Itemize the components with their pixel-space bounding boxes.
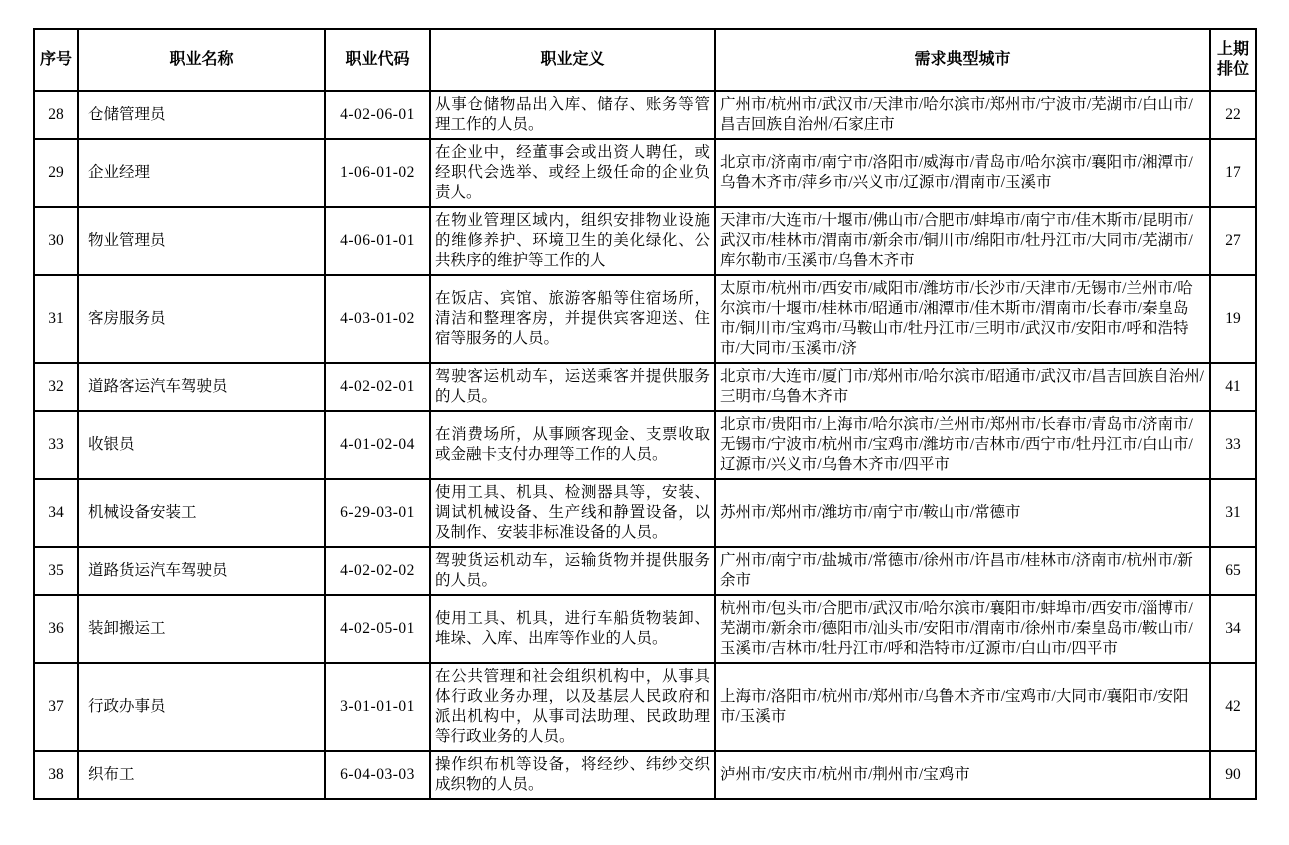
- cell-definition: 从事仓储物品出入库、储存、账务等管理工作的人员。: [430, 91, 715, 139]
- cell-occupation-name: 装卸搬运工: [78, 595, 325, 663]
- header-definition: 职业定义: [430, 29, 715, 91]
- cell-definition: 操作织布机等设备，将经纱、纬纱交织成织物的人员。: [430, 751, 715, 799]
- header-occupation-name: 职业名称: [78, 29, 325, 91]
- cell-cities: 太原市/杭州市/西安市/咸阳市/潍坊市/长沙市/天津市/无锡市/兰州市/哈尔滨市/十堰市/桂林市/昭通市/湘潭市/佳木斯市/渭南市/长春市/秦皇岛市/铜川市/宝鸡市/马鞍山市/牡丹江市/三明市/武汉市/安阳市/呼和浩特市/大同市/玉溪市/济: [715, 275, 1210, 363]
- table-header: [34, 29, 1256, 91]
- cell-prev-rank: 33: [1210, 411, 1256, 479]
- cell-prev-rank: 31: [1210, 479, 1256, 547]
- cell-occupation-code: 4-02-02-02: [325, 547, 430, 595]
- table-row: [34, 547, 1256, 595]
- cell-occupation-code: 4-02-05-01: [325, 595, 430, 663]
- cell-cities: 北京市/济南市/南宁市/洛阳市/威海市/青岛市/哈尔滨市/襄阳市/湘潭市/乌鲁木齐市/萍乡市/兴义市/辽源市/渭南市/玉溪市: [715, 139, 1210, 207]
- cell-cities: 上海市/洛阳市/杭州市/郑州市/乌鲁木齐市/宝鸡市/大同市/襄阳市/安阳市/玉溪市: [715, 663, 1210, 751]
- cell-cities: 广州市/杭州市/武汉市/天津市/哈尔滨市/郑州市/宁波市/芜湖市/白山市/昌吉回族自治州/石家庄市: [715, 91, 1210, 139]
- cell-occupation-code: 3-01-01-01: [325, 663, 430, 751]
- cell-prev-rank: 22: [1210, 91, 1256, 139]
- cell-occupation-name: 机械设备安装工: [78, 479, 325, 547]
- cell-prev-rank: 27: [1210, 207, 1256, 275]
- cell-occupation-code: 1-06-01-02: [325, 139, 430, 207]
- cell-cities: 北京市/贵阳市/上海市/哈尔滨市/兰州市/郑州市/长春市/青岛市/济南市/无锡市/宁波市/杭州市/宝鸡市/潍坊市/吉林市/西宁市/牡丹江市/白山市/辽源市/兴义市/乌鲁木齐市/四平市: [715, 411, 1210, 479]
- cell-prev-rank: 19: [1210, 275, 1256, 363]
- cell-definition: 使用工具、机具，进行车船货物装卸、堆垛、入库、出库等作业的人员。: [430, 595, 715, 663]
- table-row: [34, 363, 1256, 411]
- table-row: [34, 139, 1256, 207]
- cell-occupation-code: 6-04-03-03: [325, 751, 430, 799]
- cell-seq: 31: [34, 275, 78, 363]
- cell-occupation-code: 4-03-01-02: [325, 275, 430, 363]
- cell-occupation-code: 4-01-02-04: [325, 411, 430, 479]
- cell-occupation-name: 物业管理员: [78, 207, 325, 275]
- cell-occupation-name: 道路货运汽车驾驶员: [78, 547, 325, 595]
- cell-seq: 38: [34, 751, 78, 799]
- cell-occupation-name: 客房服务员: [78, 275, 325, 363]
- cell-cities: 天津市/大连市/十堰市/佛山市/合肥市/蚌埠市/南宁市/佳木斯市/昆明市/武汉市/桂林市/渭南市/新余市/铜川市/绵阳市/牡丹江市/大同市/芜湖市/库尔勒市/玉溪市/乌鲁木齐市: [715, 207, 1210, 275]
- header-prev-rank: 上期排位: [1210, 29, 1256, 91]
- cell-seq: 30: [34, 207, 78, 275]
- header-cities: 需求典型城市: [715, 29, 1210, 91]
- cell-prev-rank: 42: [1210, 663, 1256, 751]
- cell-prev-rank: 90: [1210, 751, 1256, 799]
- cell-occupation-code: 4-06-01-01: [325, 207, 430, 275]
- cell-occupation-name: 企业经理: [78, 139, 325, 207]
- cell-definition: 在饭店、宾馆、旅游客船等住宿场所，清洁和整理客房，并提供宾客迎送、住宿等服务的人员。: [430, 275, 715, 363]
- cell-occupation-code: 6-29-03-01: [325, 479, 430, 547]
- table-body: [34, 91, 1256, 799]
- table-row: [34, 479, 1256, 547]
- cell-prev-rank: 17: [1210, 139, 1256, 207]
- header-row: [34, 29, 1256, 91]
- occupation-ranking-table: [33, 28, 1257, 800]
- cell-seq: 34: [34, 479, 78, 547]
- cell-seq: 29: [34, 139, 78, 207]
- cell-occupation-code: 4-02-02-01: [325, 363, 430, 411]
- cell-cities: 泸州市/安庆市/杭州市/荆州市/宝鸡市: [715, 751, 1210, 799]
- header-occupation-code: 职业代码: [325, 29, 430, 91]
- cell-definition: 在企业中，经董事会或出资人聘任，或经职代会选举、或经上级任命的企业负责人。: [430, 139, 715, 207]
- cell-occupation-name: 织布工: [78, 751, 325, 799]
- header-seq: 序号: [34, 29, 78, 91]
- cell-occupation-code: 4-02-06-01: [325, 91, 430, 139]
- cell-prev-rank: 41: [1210, 363, 1256, 411]
- table-row: [34, 663, 1256, 751]
- table-row: [34, 411, 1256, 479]
- cell-seq: 36: [34, 595, 78, 663]
- cell-seq: 35: [34, 547, 78, 595]
- table-row: [34, 91, 1256, 139]
- cell-cities: 北京市/大连市/厦门市/郑州市/哈尔滨市/昭通市/武汉市/昌吉回族自治州/三明市/乌鲁木齐市: [715, 363, 1210, 411]
- cell-cities: 杭州市/包头市/合肥市/武汉市/哈尔滨市/襄阳市/蚌埠市/西安市/淄博市/芜湖市/新余市/德阳市/汕头市/安阳市/渭南市/徐州市/秦皇岛市/鞍山市/玉溪市/吉林市/牡丹江市/呼和浩特市/辽源市/白山市/四平市: [715, 595, 1210, 663]
- cell-seq: 37: [34, 663, 78, 751]
- cell-cities: 苏州市/郑州市/潍坊市/南宁市/鞍山市/常德市: [715, 479, 1210, 547]
- table-row: [34, 275, 1256, 363]
- table-row: [34, 595, 1256, 663]
- table-row: [34, 207, 1256, 275]
- cell-definition: 在公共管理和社会组织机构中，从事具体行政业务办理，以及基层人民政府和派出机构中，从事司法助理、民政助理等行政业务的人员。: [430, 663, 715, 751]
- cell-occupation-name: 仓储管理员: [78, 91, 325, 139]
- cell-definition: 在消费场所，从事顾客现金、支票收取或金融卡支付办理等工作的人员。: [430, 411, 715, 479]
- cell-seq: 32: [34, 363, 78, 411]
- cell-occupation-name: 收银员: [78, 411, 325, 479]
- cell-cities: 广州市/南宁市/盐城市/常德市/徐州市/许昌市/桂林市/济南市/杭州市/新余市: [715, 547, 1210, 595]
- cell-seq: 33: [34, 411, 78, 479]
- cell-seq: 28: [34, 91, 78, 139]
- cell-prev-rank: 65: [1210, 547, 1256, 595]
- table-row: [34, 751, 1256, 799]
- cell-prev-rank: 34: [1210, 595, 1256, 663]
- cell-definition: 驾驶客运机动车，运送乘客并提供服务的人员。: [430, 363, 715, 411]
- cell-definition: 驾驶货运机动车，运输货物并提供服务的人员。: [430, 547, 715, 595]
- cell-occupation-name: 行政办事员: [78, 663, 325, 751]
- cell-definition: 在物业管理区域内，组织安排物业设施的维修养护、环境卫生的美化绿化、公共秩序的维护等工作的人: [430, 207, 715, 275]
- cell-occupation-name: 道路客运汽车驾驶员: [78, 363, 325, 411]
- cell-definition: 使用工具、机具、检测器具等，安装、调试机械设备、生产线和静置设备，以及制作、安装非标准设备的人员。: [430, 479, 715, 547]
